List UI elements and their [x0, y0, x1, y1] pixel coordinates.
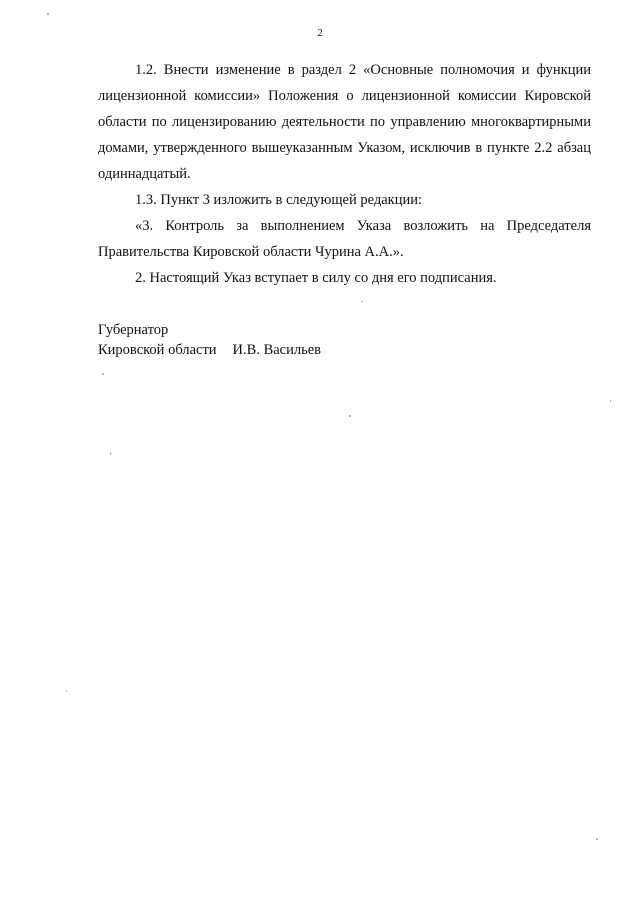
scan-speck — [610, 400, 611, 402]
signature-block — [98, 320, 321, 360]
paragraph-2: 2. Настоящий Указ вступает в силу со дня его подписания. — [135, 270, 497, 286]
scan-speck — [596, 838, 598, 840]
scan-speck — [361, 301, 363, 302]
signatory-name: И.В. Васильев — [232, 342, 321, 358]
scan-speck — [66, 690, 67, 692]
paragraph-1-2: 1.2. Внести изменение в раздел 2 «Основные полномочия и функции лицензионной комиссии» Положения о лицензионной комиссии Кировской области по лицензированию деятельности по управлению многоквартирными домами, утвержденного вышеуказанным Указом, исключив в пункте 2.2 абзац одиннадцатый. — [98, 62, 591, 182]
document-body — [98, 57, 591, 291]
signature-position-line-1: Губернатор — [98, 322, 169, 338]
scan-speck — [102, 373, 104, 375]
signature-line-2 — [98, 340, 321, 360]
scan-speck — [349, 415, 351, 417]
scan-speck — [47, 13, 49, 15]
scan-speck — [110, 452, 111, 455]
page-number: 2 — [317, 27, 323, 39]
paragraph-quote-3: «3. Контроль за выполнением Указа возложить на Председателя Правительства Кировской области Чурина А.А.». — [98, 218, 591, 260]
paragraph-1-3: 1.3. Пункт 3 изложить в следующей редакции: — [135, 192, 423, 208]
signature-position-line-2: Кировской области — [98, 342, 217, 358]
